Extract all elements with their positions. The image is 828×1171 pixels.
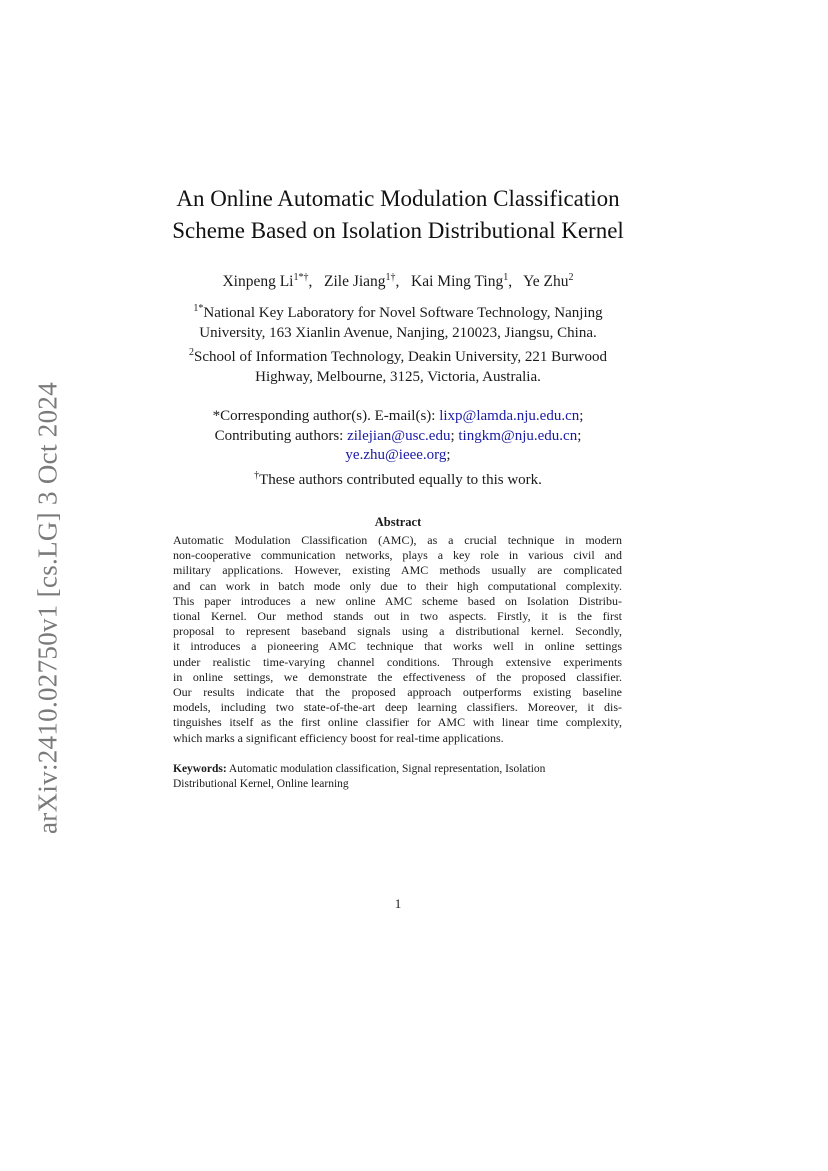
abstract-line: Automatic Modulation Classification (AMC), as a crucial technique in modern: [173, 533, 622, 547]
affiliation-1-line-2: University, 163 Xianlin Avenue, Nanjing, 210023, Jiangsu, China.: [199, 325, 597, 341]
abstract-body: [173, 533, 622, 746]
page-number: 1: [394, 896, 402, 911]
author-name: Ye Zhu: [523, 273, 569, 291]
abstract-line: in online settings, we demonstrate the effectiveness of the proposed classifier.: [173, 669, 622, 684]
abstract-line: which marks a significant efficiency boost for real-time applications.: [173, 730, 504, 745]
title-line-2: Scheme Based on Isolation Distributional Kernel: [172, 218, 624, 243]
author-affiliation-mark: 1*†: [293, 272, 309, 283]
abstract-line: Our results indicate that the proposed approach outperforms existing baseline: [173, 685, 622, 700]
affiliation-2-line-2: Highway, Melbourne, 3125, Victoria, Australia.: [255, 369, 541, 385]
email-link[interactable]: zilejian@usc.edu: [347, 427, 451, 444]
separator: ;: [446, 447, 451, 463]
keywords-block: [173, 762, 622, 791]
author-name: Xinpeng Li: [222, 273, 294, 291]
separator: ;: [577, 427, 582, 444]
abstract-line: military applications. However, existing AMC methods usually are complicated: [173, 563, 622, 578]
email-link[interactable]: ye.zhu@ieee.org: [345, 447, 447, 463]
correspondence-block: [0, 407, 796, 490]
abstract-line: it introduces a pioneering AMC technique that works well in online settings: [173, 639, 622, 654]
contributing-authors-label: Contributing authors:: [214, 427, 348, 444]
keywords-label: Keywords:: [173, 763, 227, 775]
affiliation-mark: 2: [189, 347, 195, 358]
equal-contribution-note: These authors contributed equally to this work.: [259, 471, 542, 488]
email-link[interactable]: tingkm@nju.edu.cn: [458, 427, 578, 444]
abstract-line: tinguishes itself as the first online classifier for AMC with linear time complexity,: [173, 715, 622, 730]
author-separator: ,: [308, 273, 321, 291]
affiliation-2-line-1: School of Information Technology, Deakin University, 221 Burwood: [194, 349, 607, 365]
author-affiliation-mark: 1†: [385, 272, 396, 283]
title-line-1: An Online Automatic Modulation Classification: [176, 186, 620, 211]
affiliation-mark: 1*: [193, 303, 204, 314]
abstract-line: non-cooperative communication networks, plays a key role in various civil and: [173, 548, 622, 563]
author-name: Zile Jiang: [323, 273, 386, 291]
keywords-text-1: Automatic modulation classification, Signal representation, Isolation: [226, 763, 546, 775]
keywords-text-2: Distributional Kernel, Online learning: [173, 777, 349, 790]
separator: ;: [450, 427, 459, 444]
author-separator: ,: [508, 273, 520, 291]
abstract-heading: Abstract: [374, 515, 422, 529]
author-separator: ,: [395, 273, 408, 291]
equal-contribution-mark: †: [254, 469, 260, 481]
abstract-line: models, including two state-of-the-art deep learning classifiers. Moreover, it dis-: [173, 700, 622, 715]
author-name: Kai Ming Ting: [411, 273, 504, 291]
corresponding-author-label: *Corresponding author(s). E-mail(s):: [212, 408, 440, 424]
affiliation-1-line-1: National Key Laboratory for Novel Software Technology, Nanjing: [203, 305, 603, 321]
paper-title: [0, 183, 796, 247]
abstract-line: proposal to represent baseband signals using a distributional kernel. Secondly,: [173, 624, 622, 639]
affiliations: [0, 299, 796, 387]
arxiv-identifier-stamp: arXiv:2410.02750v1 [cs.LG] 3 Oct 2024: [32, 381, 63, 835]
author-list: [0, 268, 796, 292]
email-link[interactable]: lixp@lamda.nju.edu.cn: [439, 408, 580, 424]
abstract-line: tional Kernel. Our method stands out in two aspects. Firstly, it is the first: [173, 609, 622, 624]
abstract-line: under realistic time-varying channel conditions. Through extensive experiments: [173, 654, 622, 669]
abstract-line: This paper introduces a new online AMC scheme based on Isolation Distribu-: [173, 593, 622, 608]
author-affiliation-mark: 1: [503, 272, 509, 283]
separator: ;: [579, 408, 584, 424]
author-affiliation-mark: 2: [568, 272, 574, 283]
abstract-line: and can work in batch mode only due to their high computational complexity.: [173, 578, 622, 593]
